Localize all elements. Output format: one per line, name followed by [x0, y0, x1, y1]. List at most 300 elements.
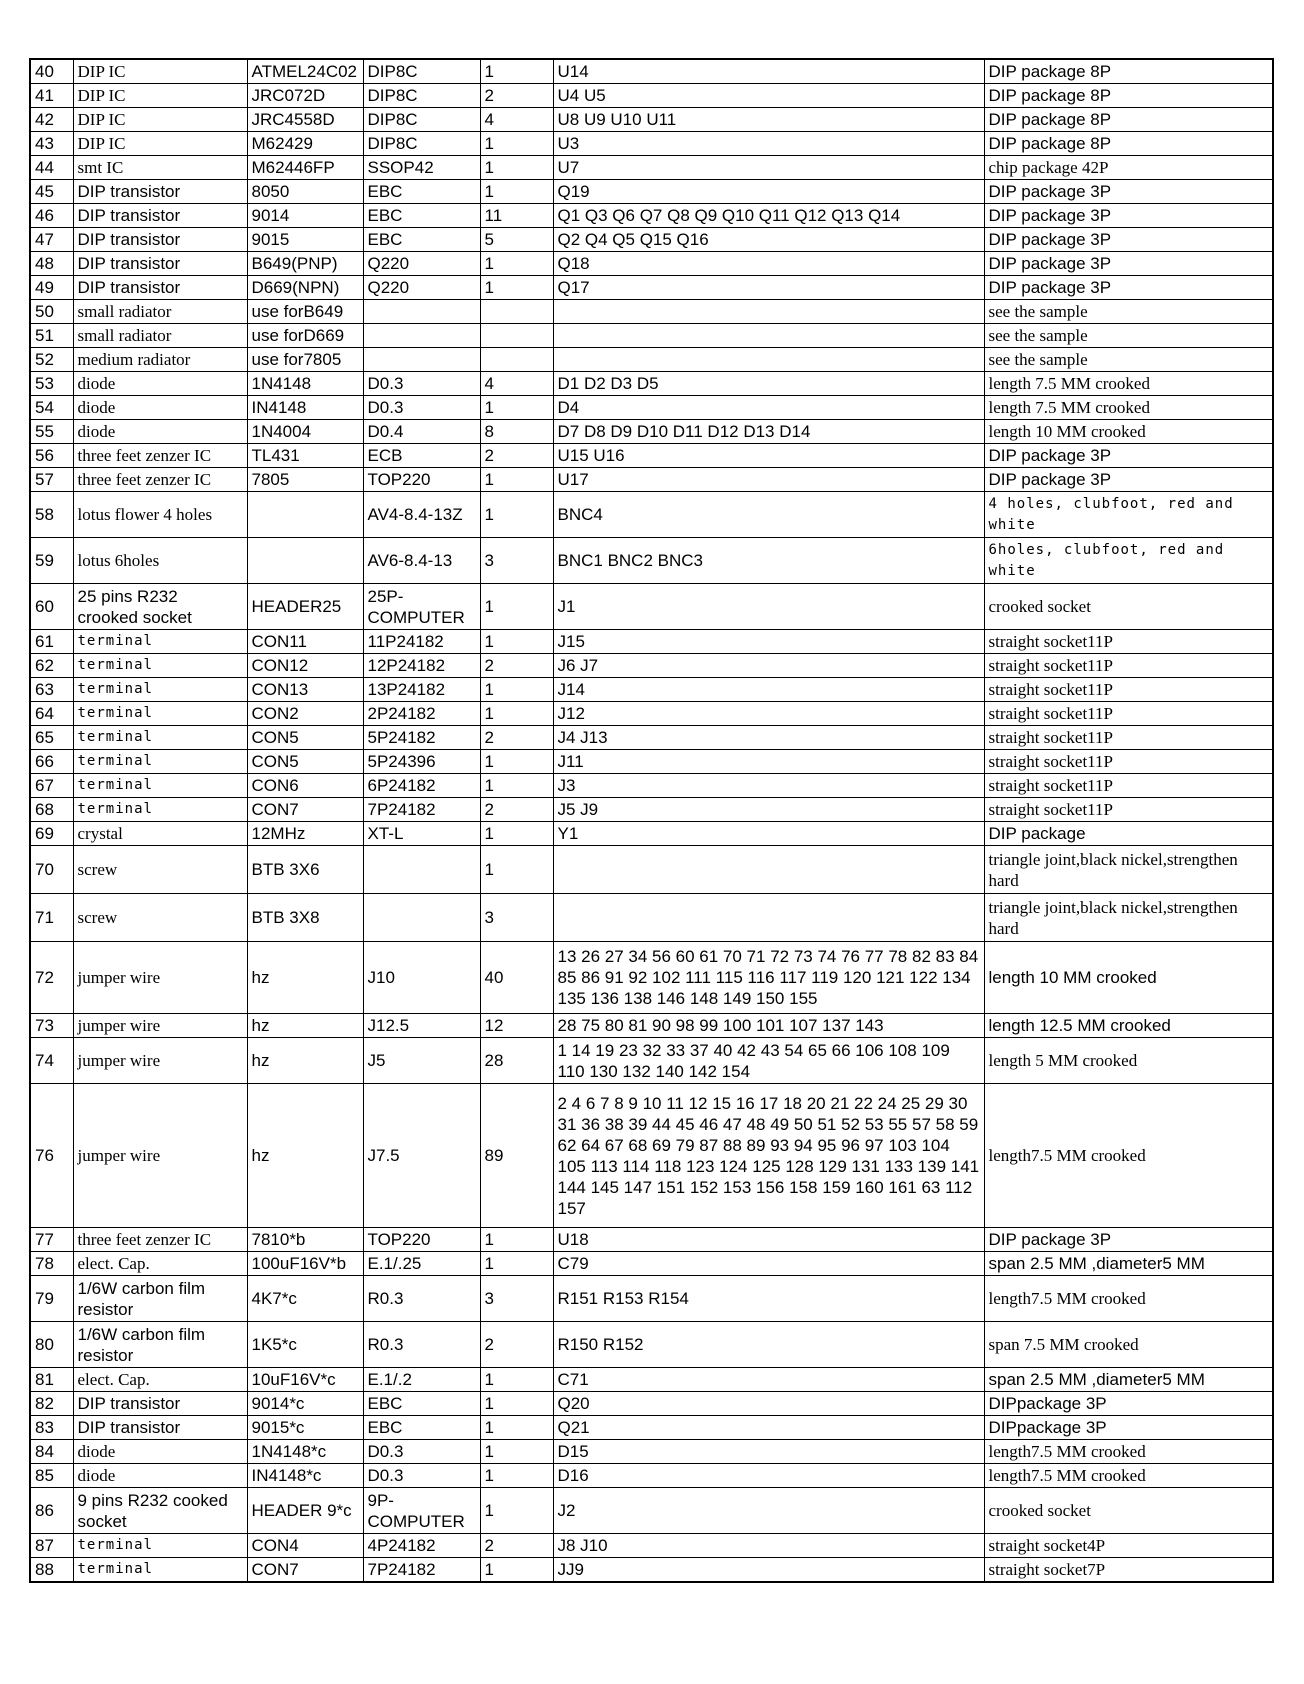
- part-value-cell: 7805: [247, 468, 363, 492]
- quantity-cell: 1: [480, 846, 553, 894]
- part-value-cell: CON12: [247, 654, 363, 678]
- remark-cell: span 7.5 MM crooked: [984, 1322, 1273, 1368]
- part-value-cell: 1N4148*c: [247, 1440, 363, 1464]
- row-number-cell: 54: [30, 396, 73, 420]
- footprint-cell: XT-L: [363, 822, 480, 846]
- quantity-cell: 1: [480, 1392, 553, 1416]
- remark-cell: length 12.5 MM crooked: [984, 1014, 1273, 1038]
- remark-cell: straight socket11P: [984, 630, 1273, 654]
- remark-cell: DIP package 3P: [984, 180, 1273, 204]
- remark-cell: length 10 MM crooked: [984, 420, 1273, 444]
- part-value-cell: ATMEL24C02: [247, 59, 363, 84]
- quantity-cell: 1: [480, 492, 553, 538]
- table-row: [30, 444, 1273, 468]
- designators-cell: D4: [553, 396, 984, 420]
- row-number-cell: 58: [30, 492, 73, 538]
- part-value-cell: HEADER 9*c: [247, 1488, 363, 1534]
- quantity-cell: 1: [480, 774, 553, 798]
- designators-cell: Q18: [553, 252, 984, 276]
- table-row: [30, 108, 1273, 132]
- table-row: [30, 894, 1273, 942]
- quantity-cell: 4: [480, 108, 553, 132]
- footprint-cell: 25P-COMPUTER: [363, 584, 480, 630]
- footprint-cell: 4P24182: [363, 1534, 480, 1558]
- row-number-cell: 63: [30, 678, 73, 702]
- designators-cell: D7 D8 D9 D10 D11 D12 D13 D14: [553, 420, 984, 444]
- quantity-cell: 1: [480, 396, 553, 420]
- designators-cell: Q21: [553, 1416, 984, 1440]
- quantity-cell: 28: [480, 1038, 553, 1084]
- part-value-cell: 9014*c: [247, 1392, 363, 1416]
- table-row: [30, 1014, 1273, 1038]
- remark-cell: DIP package: [984, 822, 1273, 846]
- quantity-cell: 1: [480, 132, 553, 156]
- part-value-cell: 1N4148: [247, 372, 363, 396]
- footprint-cell: EBC: [363, 204, 480, 228]
- part-name-cell: small radiator: [73, 300, 247, 324]
- part-name-cell: jumper wire: [73, 1038, 247, 1084]
- row-number-cell: 87: [30, 1534, 73, 1558]
- quantity-cell: 1: [480, 750, 553, 774]
- table-row: [30, 702, 1273, 726]
- remark-cell: crooked socket: [984, 584, 1273, 630]
- table-row: [30, 630, 1273, 654]
- part-name-cell: three feet zenzer IC: [73, 1228, 247, 1252]
- part-name-cell: three feet zenzer IC: [73, 444, 247, 468]
- remark-cell: 6holes, clubfoot, red and white: [984, 538, 1273, 584]
- footprint-cell: 11P24182: [363, 630, 480, 654]
- remark-cell: DIP package 8P: [984, 132, 1273, 156]
- part-name-cell: terminal: [73, 750, 247, 774]
- footprint-cell: DIP8C: [363, 108, 480, 132]
- row-number-cell: 50: [30, 300, 73, 324]
- designators-cell: U18: [553, 1228, 984, 1252]
- table-row: [30, 1440, 1273, 1464]
- part-value-cell: use for7805: [247, 348, 363, 372]
- quantity-cell: 1: [480, 1368, 553, 1392]
- part-value-cell: 8050: [247, 180, 363, 204]
- part-value-cell: [247, 538, 363, 584]
- remark-cell: DIPpackage 3P: [984, 1416, 1273, 1440]
- quantity-cell: 1: [480, 822, 553, 846]
- footprint-cell: 9P-COMPUTER: [363, 1488, 480, 1534]
- designators-cell: 2 4 6 7 8 9 10 11 12 15 16 17 18 20 21 22 24 25 29 30 31 36 38 39 44 45 46 47 48 49 50 51 52 53 55 57 58 59 62 64 67 68 69 79 87 88 89 93 94 95 96 97 103 104 105 113 114 118 123 124 125 128 129 131 133 139 141 144 145 147 151 152 153 156 158 159 160 161 63 112 157: [553, 1084, 984, 1228]
- remark-cell: straight socket11P: [984, 726, 1273, 750]
- table-row: [30, 750, 1273, 774]
- footprint-cell: J12.5: [363, 1014, 480, 1038]
- row-number-cell: 77: [30, 1228, 73, 1252]
- designators-cell: C71: [553, 1368, 984, 1392]
- quantity-cell: 1: [480, 584, 553, 630]
- quantity-cell: 3: [480, 894, 553, 942]
- row-number-cell: 76: [30, 1084, 73, 1228]
- footprint-cell: [363, 324, 480, 348]
- part-name-cell: 9 pins R232 cooked socket: [73, 1488, 247, 1534]
- remark-cell: DIP package 3P: [984, 1228, 1273, 1252]
- quantity-cell: 1: [480, 1416, 553, 1440]
- footprint-cell: D0.3: [363, 396, 480, 420]
- part-value-cell: 10uF16V*c: [247, 1368, 363, 1392]
- row-number-cell: 55: [30, 420, 73, 444]
- quantity-cell: 2: [480, 1322, 553, 1368]
- remark-cell: DIP package 8P: [984, 84, 1273, 108]
- remark-cell: DIP package 3P: [984, 444, 1273, 468]
- table-row: [30, 204, 1273, 228]
- table-row: [30, 1488, 1273, 1534]
- row-number-cell: 46: [30, 204, 73, 228]
- designators-cell: Q17: [553, 276, 984, 300]
- designators-cell: R150 R152: [553, 1322, 984, 1368]
- part-value-cell: JRC4558D: [247, 108, 363, 132]
- remark-cell: straight socket11P: [984, 654, 1273, 678]
- footprint-cell: E.1/.25: [363, 1252, 480, 1276]
- row-number-cell: 64: [30, 702, 73, 726]
- row-number-cell: 51: [30, 324, 73, 348]
- designators-cell: [553, 894, 984, 942]
- table-row: [30, 396, 1273, 420]
- part-name-cell: jumper wire: [73, 1084, 247, 1228]
- designators-cell: U17: [553, 468, 984, 492]
- table-row: [30, 348, 1273, 372]
- footprint-cell: 2P24182: [363, 702, 480, 726]
- footprint-cell: J5: [363, 1038, 480, 1084]
- designators-cell: Q19: [553, 180, 984, 204]
- remark-cell: span 2.5 MM ,diameter5 MM: [984, 1252, 1273, 1276]
- part-name-cell: lotus flower 4 holes: [73, 492, 247, 538]
- quantity-cell: 1: [480, 180, 553, 204]
- table-row: [30, 1084, 1273, 1228]
- part-value-cell: IN4148: [247, 396, 363, 420]
- remark-cell: DIP package 3P: [984, 204, 1273, 228]
- quantity-cell: 2: [480, 726, 553, 750]
- remark-cell: see the sample: [984, 300, 1273, 324]
- part-name-cell: diode: [73, 372, 247, 396]
- part-name-cell: lotus 6holes: [73, 538, 247, 584]
- table-row: [30, 252, 1273, 276]
- footprint-cell: EBC: [363, 1392, 480, 1416]
- part-name-cell: diode: [73, 396, 247, 420]
- part-value-cell: CON5: [247, 726, 363, 750]
- row-number-cell: 40: [30, 59, 73, 84]
- designators-cell: J2: [553, 1488, 984, 1534]
- row-number-cell: 43: [30, 132, 73, 156]
- part-value-cell: M62446FP: [247, 156, 363, 180]
- footprint-cell: E.1/.2: [363, 1368, 480, 1392]
- quantity-cell: 1: [480, 678, 553, 702]
- quantity-cell: [480, 348, 553, 372]
- footprint-cell: 12P24182: [363, 654, 480, 678]
- footprint-cell: [363, 894, 480, 942]
- designators-cell: Q1 Q3 Q6 Q7 Q8 Q9 Q10 Q11 Q12 Q13 Q14: [553, 204, 984, 228]
- part-name-cell: elect. Cap.: [73, 1252, 247, 1276]
- row-number-cell: 65: [30, 726, 73, 750]
- row-number-cell: 78: [30, 1252, 73, 1276]
- remark-cell: span 2.5 MM ,diameter5 MM: [984, 1368, 1273, 1392]
- remark-cell: length7.5 MM crooked: [984, 1084, 1273, 1228]
- quantity-cell: 1: [480, 59, 553, 84]
- designators-cell: U3: [553, 132, 984, 156]
- table-row: [30, 942, 1273, 1014]
- designators-cell: U15 U16: [553, 444, 984, 468]
- table-row: [30, 300, 1273, 324]
- part-name-cell: 1/6W carbon film resistor: [73, 1322, 247, 1368]
- designators-cell: Q20: [553, 1392, 984, 1416]
- remark-cell: straight socket4P: [984, 1534, 1273, 1558]
- part-name-cell: terminal: [73, 654, 247, 678]
- footprint-cell: 13P24182: [363, 678, 480, 702]
- row-number-cell: 83: [30, 1416, 73, 1440]
- quantity-cell: 8: [480, 420, 553, 444]
- designators-cell: Q2 Q4 Q5 Q15 Q16: [553, 228, 984, 252]
- footprint-cell: Q220: [363, 276, 480, 300]
- designators-cell: D16: [553, 1464, 984, 1488]
- part-name-cell: elect. Cap.: [73, 1368, 247, 1392]
- part-value-cell: TL431: [247, 444, 363, 468]
- designators-cell: [553, 300, 984, 324]
- table-row: [30, 1276, 1273, 1322]
- remark-cell: length7.5 MM crooked: [984, 1276, 1273, 1322]
- part-name-cell: DIP transistor: [73, 252, 247, 276]
- row-number-cell: 56: [30, 444, 73, 468]
- designators-cell: J11: [553, 750, 984, 774]
- part-value-cell: D669(NPN): [247, 276, 363, 300]
- designators-cell: U4 U5: [553, 84, 984, 108]
- row-number-cell: 73: [30, 1014, 73, 1038]
- table-row: [30, 538, 1273, 584]
- row-number-cell: 72: [30, 942, 73, 1014]
- footprint-cell: D0.3: [363, 1440, 480, 1464]
- quantity-cell: [480, 324, 553, 348]
- row-number-cell: 69: [30, 822, 73, 846]
- footprint-cell: 5P24182: [363, 726, 480, 750]
- part-name-cell: terminal: [73, 798, 247, 822]
- part-name-cell: DIP transistor: [73, 204, 247, 228]
- footprint-cell: ECB: [363, 444, 480, 468]
- quantity-cell: 1: [480, 1558, 553, 1583]
- footprint-cell: AV6-8.4-13: [363, 538, 480, 584]
- part-name-cell: terminal: [73, 702, 247, 726]
- part-value-cell: hz: [247, 1014, 363, 1038]
- designators-cell: D15: [553, 1440, 984, 1464]
- designators-cell: J15: [553, 630, 984, 654]
- designators-cell: J1: [553, 584, 984, 630]
- footprint-cell: D0.4: [363, 420, 480, 444]
- bom-table-body: [30, 59, 1273, 1582]
- part-value-cell: B649(PNP): [247, 252, 363, 276]
- table-row: [30, 774, 1273, 798]
- designators-cell: J4 J13: [553, 726, 984, 750]
- table-row: [30, 372, 1273, 396]
- part-value-cell: CON7: [247, 1558, 363, 1583]
- part-name-cell: terminal: [73, 1558, 247, 1583]
- part-value-cell: 1N4004: [247, 420, 363, 444]
- row-number-cell: 48: [30, 252, 73, 276]
- footprint-cell: EBC: [363, 180, 480, 204]
- footprint-cell: TOP220: [363, 1228, 480, 1252]
- table-row: [30, 1392, 1273, 1416]
- part-value-cell: 1K5*c: [247, 1322, 363, 1368]
- part-value-cell: 4K7*c: [247, 1276, 363, 1322]
- quantity-cell: 1: [480, 1488, 553, 1534]
- part-name-cell: DIP IC: [73, 84, 247, 108]
- footprint-cell: 5P24396: [363, 750, 480, 774]
- part-name-cell: DIP transistor: [73, 1392, 247, 1416]
- remark-cell: triangle joint,black nickel,strengthen hard: [984, 894, 1273, 942]
- remark-cell: length 5 MM crooked: [984, 1038, 1273, 1084]
- designators-cell: [553, 324, 984, 348]
- remark-cell: length7.5 MM crooked: [984, 1440, 1273, 1464]
- row-number-cell: 47: [30, 228, 73, 252]
- part-value-cell: BTB 3X6: [247, 846, 363, 894]
- table-row: [30, 1252, 1273, 1276]
- remark-cell: length 7.5 MM crooked: [984, 372, 1273, 396]
- row-number-cell: 84: [30, 1440, 73, 1464]
- quantity-cell: 3: [480, 1276, 553, 1322]
- part-name-cell: diode: [73, 420, 247, 444]
- designators-cell: C79: [553, 1252, 984, 1276]
- remark-cell: DIP package 3P: [984, 468, 1273, 492]
- part-name-cell: diode: [73, 1440, 247, 1464]
- designators-cell: BNC1 BNC2 BNC3: [553, 538, 984, 584]
- designators-cell: [553, 348, 984, 372]
- part-value-cell: HEADER25: [247, 584, 363, 630]
- designators-cell: J3: [553, 774, 984, 798]
- part-value-cell: 9014: [247, 204, 363, 228]
- part-name-cell: small radiator: [73, 324, 247, 348]
- remark-cell: DIP package 3P: [984, 228, 1273, 252]
- quantity-cell: 1: [480, 276, 553, 300]
- designators-cell: U7: [553, 156, 984, 180]
- designators-cell: 1 14 19 23 32 33 37 40 42 43 54 65 66 106 108 109 110 130 132 140 142 154: [553, 1038, 984, 1084]
- quantity-cell: 1: [480, 1440, 553, 1464]
- remark-cell: chip package 42P: [984, 156, 1273, 180]
- footprint-cell: AV4-8.4-13Z: [363, 492, 480, 538]
- row-number-cell: 86: [30, 1488, 73, 1534]
- table-row: [30, 726, 1273, 750]
- remark-cell: see the sample: [984, 324, 1273, 348]
- part-value-cell: hz: [247, 1038, 363, 1084]
- designators-cell: [553, 846, 984, 894]
- part-name-cell: screw: [73, 894, 247, 942]
- row-number-cell: 80: [30, 1322, 73, 1368]
- remark-cell: crooked socket: [984, 1488, 1273, 1534]
- designators-cell: 28 75 80 81 90 98 99 100 101 107 137 143: [553, 1014, 984, 1038]
- footprint-cell: D0.3: [363, 372, 480, 396]
- footprint-cell: [363, 348, 480, 372]
- remark-cell: straight socket11P: [984, 678, 1273, 702]
- quantity-cell: 1: [480, 252, 553, 276]
- quantity-cell: 89: [480, 1084, 553, 1228]
- remark-cell: triangle joint,black nickel,strengthen hard: [984, 846, 1273, 894]
- part-name-cell: DIP IC: [73, 108, 247, 132]
- quantity-cell: 4: [480, 372, 553, 396]
- remark-cell: straight socket11P: [984, 750, 1273, 774]
- footprint-cell: 7P24182: [363, 1558, 480, 1583]
- remark-cell: straight socket11P: [984, 774, 1273, 798]
- part-value-cell: JRC072D: [247, 84, 363, 108]
- remark-cell: length 10 MM crooked: [984, 942, 1273, 1014]
- part-name-cell: diode: [73, 1464, 247, 1488]
- part-name-cell: medium radiator: [73, 348, 247, 372]
- table-row: [30, 156, 1273, 180]
- remark-cell: see the sample: [984, 348, 1273, 372]
- part-name-cell: DIP IC: [73, 59, 247, 84]
- part-value-cell: CON4: [247, 1534, 363, 1558]
- remark-cell: straight socket11P: [984, 702, 1273, 726]
- part-name-cell: 1/6W carbon film resistor: [73, 1276, 247, 1322]
- row-number-cell: 71: [30, 894, 73, 942]
- part-value-cell: M62429: [247, 132, 363, 156]
- quantity-cell: 1: [480, 1228, 553, 1252]
- part-name-cell: terminal: [73, 678, 247, 702]
- part-name-cell: DIP IC: [73, 132, 247, 156]
- quantity-cell: 2: [480, 444, 553, 468]
- part-value-cell: 12MHz: [247, 822, 363, 846]
- part-name-cell: jumper wire: [73, 1014, 247, 1038]
- part-value-cell: hz: [247, 942, 363, 1014]
- row-number-cell: 79: [30, 1276, 73, 1322]
- designators-cell: D1 D2 D3 D5: [553, 372, 984, 396]
- quantity-cell: 11: [480, 204, 553, 228]
- footprint-cell: R0.3: [363, 1322, 480, 1368]
- quantity-cell: 1: [480, 702, 553, 726]
- part-name-cell: smt IC: [73, 156, 247, 180]
- part-name-cell: DIP transistor: [73, 180, 247, 204]
- row-number-cell: 88: [30, 1558, 73, 1583]
- row-number-cell: 70: [30, 846, 73, 894]
- part-name-cell: terminal: [73, 630, 247, 654]
- quantity-cell: 12: [480, 1014, 553, 1038]
- part-value-cell: [247, 492, 363, 538]
- row-number-cell: 66: [30, 750, 73, 774]
- table-row: [30, 1228, 1273, 1252]
- remark-cell: DIP package 8P: [984, 59, 1273, 84]
- footprint-cell: DIP8C: [363, 84, 480, 108]
- row-number-cell: 81: [30, 1368, 73, 1392]
- designators-cell: BNC4: [553, 492, 984, 538]
- remark-cell: straight socket11P: [984, 798, 1273, 822]
- footprint-cell: DIP8C: [363, 132, 480, 156]
- designators-cell: J6 J7: [553, 654, 984, 678]
- table-row: [30, 132, 1273, 156]
- quantity-cell: 1: [480, 1252, 553, 1276]
- footprint-cell: TOP220: [363, 468, 480, 492]
- footprint-cell: [363, 300, 480, 324]
- designators-cell: Y1: [553, 822, 984, 846]
- part-value-cell: CON11: [247, 630, 363, 654]
- remark-cell: length7.5 MM crooked: [984, 1464, 1273, 1488]
- quantity-cell: 5: [480, 228, 553, 252]
- quantity-cell: 2: [480, 798, 553, 822]
- part-value-cell: CON5: [247, 750, 363, 774]
- table-row: [30, 654, 1273, 678]
- footprint-cell: J7.5: [363, 1084, 480, 1228]
- designators-cell: U8 U9 U10 U11: [553, 108, 984, 132]
- row-number-cell: 45: [30, 180, 73, 204]
- table-row: [30, 584, 1273, 630]
- table-row: [30, 492, 1273, 538]
- part-value-cell: CON13: [247, 678, 363, 702]
- designators-cell: 13 26 27 34 56 60 61 70 71 72 73 74 76 77 78 82 83 84 85 86 91 92 102 111 115 116 117 119 120 121 122 134 135 136 138 146 148 149 150 155: [553, 942, 984, 1014]
- part-value-cell: hz: [247, 1084, 363, 1228]
- designators-cell: J12: [553, 702, 984, 726]
- quantity-cell: 1: [480, 468, 553, 492]
- part-name-cell: terminal: [73, 774, 247, 798]
- footprint-cell: R0.3: [363, 1276, 480, 1322]
- footprint-cell: EBC: [363, 1416, 480, 1440]
- designators-cell: JJ9: [553, 1558, 984, 1583]
- table-row: [30, 228, 1273, 252]
